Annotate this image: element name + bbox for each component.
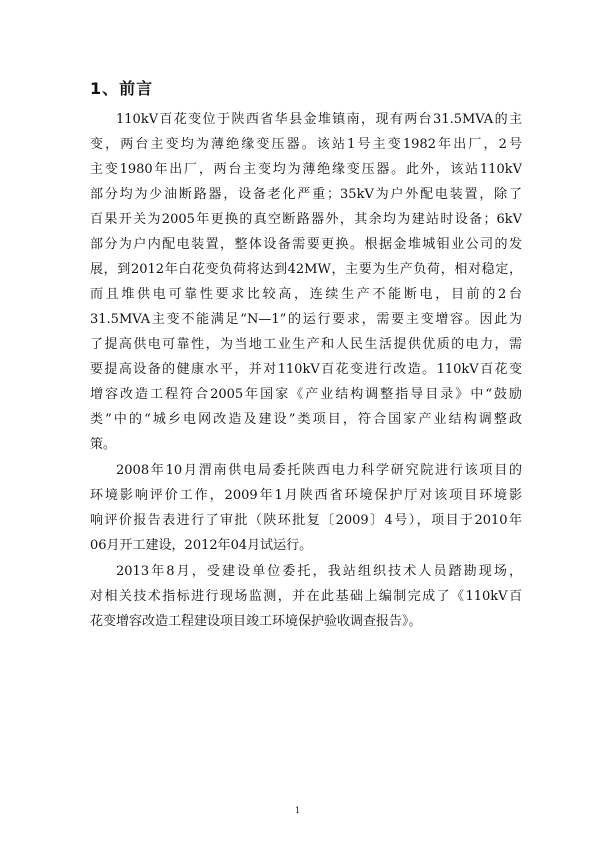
- paragraph-intro: [90, 107, 522, 457]
- text-line: 了提高供电可靠性，为当地工业生产和人民生活提供优质的电力，需: [90, 337, 522, 352]
- text-line: 31.5MVA主变不能满足“N—1”的运行要求，需要主变增容。因此为: [90, 312, 522, 327]
- text-line: 增容改造工程符合2005年国家《产业结构调整指导目录》中“鼓励: [90, 387, 522, 402]
- text-line: 花变增容改造工程建设项目竣工环境保护验收调查报告》。: [90, 614, 422, 629]
- text-line: 策。: [90, 437, 117, 452]
- text-line: 主变1980年出厂，两台主变均为薄绝缘变压器。此外，该站110kV: [90, 162, 522, 177]
- text-line: 要提高设备的健康水平，并对110kV百花变进行改造。110kV百花变: [90, 362, 522, 377]
- text-line: 110kV百花变位于陕西省华县金堆镇南，现有两台31.5MVA的主: [116, 112, 522, 127]
- text-line: 百果开关为2005年更换的真空断路器外，其余均为建站时设备；6kV: [90, 212, 522, 227]
- text-line: 响评价报告表进行了审批（陕环批复〔2009〕4号），项目于2010年: [90, 513, 522, 528]
- body-text: [90, 107, 522, 634]
- text-line: 类”中的“城乡电网改造及建设”类项目，符合国家产业结构调整政: [90, 412, 522, 427]
- page-number: 1: [294, 806, 301, 815]
- text-line: 变，两台主变均为薄绝缘变压器。该站1号主变1982年出厂，2号: [90, 137, 522, 152]
- text-line: 展，到2012年白花变负荷将达到42MW，主要为生产负荷，相对稳定，: [90, 262, 522, 277]
- paragraph-eia-history: [90, 458, 522, 558]
- text-line: 2008年10月渭南供电局委托陕西电力科学研究院进行该项目的: [116, 463, 522, 478]
- text-line: 环境影响评价工作，2009年1月陕西省环境保护厅对该项目环境影: [90, 488, 522, 503]
- text-line: 2013年8月，受建设单位委托，我站组织技术人员踏勘现场，: [116, 564, 522, 579]
- text-line: 对相关技术指标进行现场监测，并在此基础上编制完成了《110kV百: [90, 589, 522, 604]
- paragraph-acceptance: [90, 559, 522, 634]
- text-line: 06月开工建设，2012年04月试运行。: [90, 538, 313, 553]
- text-line: 而且堆供电可靠性要求比较高，连续生产不能断电，目前的2台: [90, 287, 522, 302]
- text-line: 部分均为少油断路器，设备老化严重；35kV为户外配电装置，除了: [90, 187, 522, 202]
- section-heading: 1、前言: [90, 79, 154, 98]
- text-line: 部分为户内配电装置，整体设备需要更换。根据金堆城钼业公司的发: [90, 237, 522, 252]
